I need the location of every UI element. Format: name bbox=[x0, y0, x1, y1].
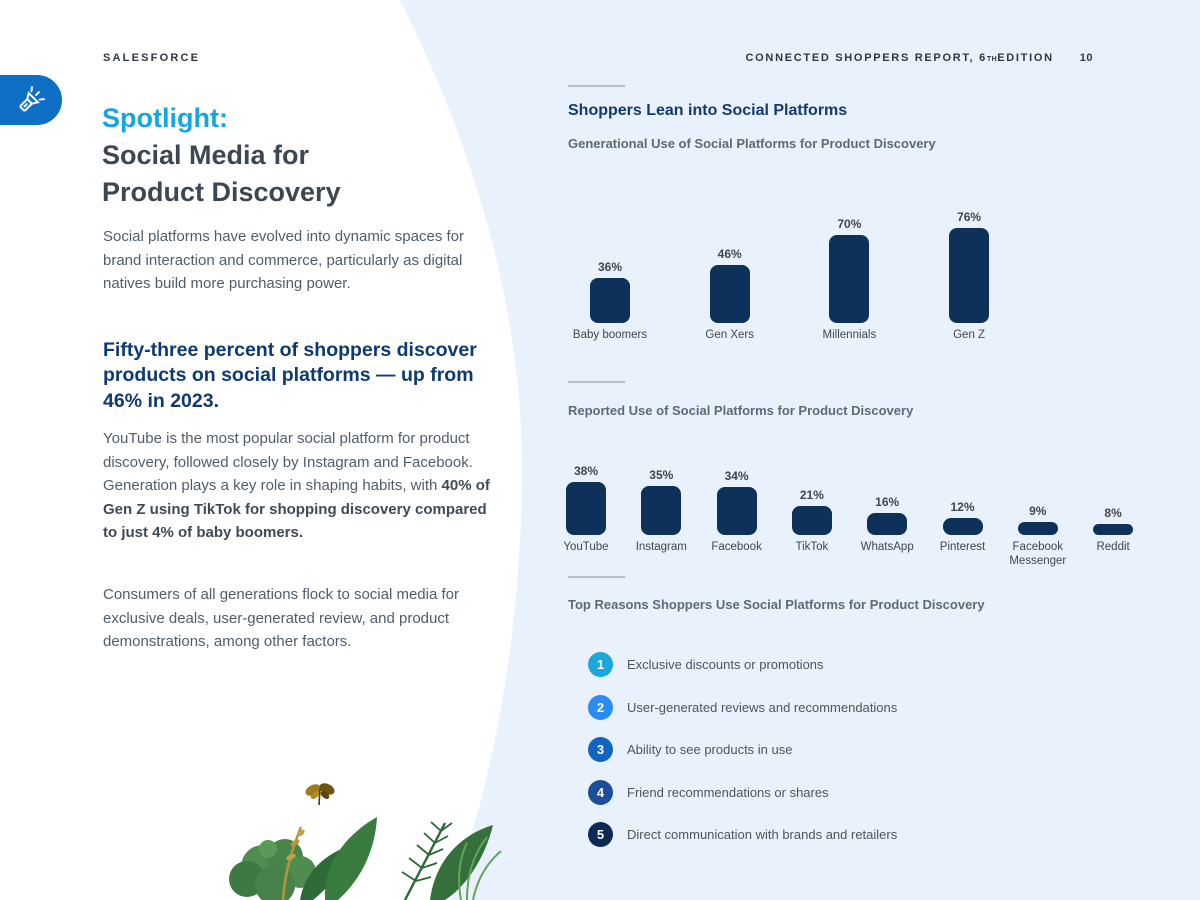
detail-paragraph bbox=[103, 427, 501, 545]
section-divider bbox=[568, 85, 625, 87]
bar bbox=[566, 482, 606, 535]
bar-value-label: 38% bbox=[573, 464, 599, 478]
bar-value-label: 36% bbox=[597, 260, 623, 274]
bar bbox=[943, 518, 983, 535]
detail-paragraph-bold: 40% of Gen Z using TikTok for shopping discovery compared to just 4% of baby boomers. bbox=[103, 477, 490, 541]
report-title-sup: TH bbox=[986, 56, 998, 63]
spotlight-badge bbox=[0, 75, 62, 125]
bar-category-label: Millennials bbox=[822, 329, 877, 341]
page-title-line3: Product Discovery bbox=[102, 177, 341, 208]
bar bbox=[590, 278, 630, 323]
section-divider bbox=[568, 576, 625, 578]
bar bbox=[717, 487, 757, 535]
stat-callout: Fifty-three percent of shoppers discover products on social platforms — up from 46% in 2023. bbox=[103, 338, 477, 412]
bar bbox=[1093, 524, 1133, 535]
bar-category-label: Gen Xers bbox=[705, 329, 754, 341]
bar-value-label: 16% bbox=[875, 495, 900, 509]
reason-rank-badge: 5 bbox=[588, 822, 613, 847]
bar-category-label: Reddit bbox=[1096, 541, 1130, 553]
reason-label: Ability to see products in use bbox=[627, 741, 793, 757]
bar-category-label: Facebook bbox=[711, 541, 762, 553]
reason-rank-badge: 4 bbox=[588, 780, 613, 805]
chart3-title: Top Reasons Shoppers Use Social Platforms for Product Discovery bbox=[568, 597, 985, 612]
bar-category-label: Baby boomers bbox=[572, 329, 648, 341]
detail-paragraph-normal: YouTube is the most popular social platform for product discovery, followed closely by Instagram and Facebook. Generation plays a key role in shaping habits, with bbox=[103, 430, 473, 494]
report-header bbox=[746, 52, 1093, 64]
bar-value-label: 21% bbox=[799, 488, 824, 502]
reason-row bbox=[588, 736, 792, 762]
reason-label: User-generated reviews and recommendations bbox=[627, 699, 898, 715]
bar-value-label: 76% bbox=[957, 210, 982, 224]
reason-label: Direct communication with brands and retailers bbox=[627, 826, 898, 842]
section-title: Shoppers Lean into Social Platforms bbox=[568, 102, 848, 119]
page-number: 10 bbox=[1079, 52, 1093, 64]
bar bbox=[829, 235, 869, 323]
bar-category-label: Gen Z bbox=[953, 329, 986, 341]
chart2-title: Reported Use of Social Platforms for Product Discovery bbox=[568, 403, 914, 418]
bar-value-label: 35% bbox=[649, 468, 674, 482]
bar bbox=[710, 265, 750, 323]
page-title-line2: Social Media for bbox=[102, 140, 310, 171]
chart1-title: Generational Use of Social Platforms for Product Discovery bbox=[568, 136, 936, 151]
report-title: CONNECTED SHOPPERS REPORT, 6 bbox=[745, 52, 987, 64]
reason-row bbox=[588, 694, 897, 720]
reason-row bbox=[588, 779, 829, 805]
bar bbox=[1018, 522, 1058, 535]
bar-category-label: WhatsApp bbox=[860, 541, 914, 553]
reason-rank-badge: 1 bbox=[588, 652, 613, 677]
flashlight-icon bbox=[14, 83, 48, 117]
bar-value-label: 9% bbox=[1029, 504, 1047, 518]
brand-label: SALESFORCE bbox=[103, 52, 201, 64]
bar bbox=[641, 486, 681, 535]
bar-category-label: Instagram bbox=[635, 541, 687, 553]
reason-rank-badge: 2 bbox=[588, 695, 613, 720]
bar bbox=[792, 506, 832, 535]
reason-label: Exclusive discounts or promotions bbox=[627, 656, 824, 672]
page-title-accent: Spotlight: bbox=[102, 103, 228, 134]
reason-rank-badge: 3 bbox=[588, 737, 613, 762]
bar-category-label: YouTube bbox=[563, 541, 609, 553]
section-divider bbox=[568, 381, 625, 383]
bar-value-label: 70% bbox=[837, 217, 862, 231]
bar bbox=[867, 513, 907, 535]
bar-value-label: 34% bbox=[724, 469, 749, 483]
bar-value-label: 8% bbox=[1104, 506, 1122, 520]
bar-category-label: Pinterest bbox=[939, 541, 986, 553]
reason-row bbox=[588, 821, 897, 847]
bar-category-label: Facebook Messenger bbox=[1009, 541, 1067, 567]
page-title bbox=[102, 100, 341, 211]
bar-value-label: 46% bbox=[717, 247, 742, 261]
bar bbox=[949, 228, 989, 323]
reason-row bbox=[588, 651, 824, 677]
closing-paragraph: Consumers of all generations flock to social media for exclusive deals, user-generated review, and product demonstrations, among other factors. bbox=[103, 586, 460, 650]
bar-value-label: 12% bbox=[950, 500, 975, 514]
intro-paragraph: Social platforms have evolved into dynamic spaces for brand interaction and commerce, particularly as digital natives build more purchasing power. bbox=[103, 228, 465, 292]
report-title-end: EDITION bbox=[997, 52, 1054, 64]
reason-label: Friend recommendations or shares bbox=[627, 784, 829, 800]
bar-category-label: TikTok bbox=[795, 541, 829, 553]
